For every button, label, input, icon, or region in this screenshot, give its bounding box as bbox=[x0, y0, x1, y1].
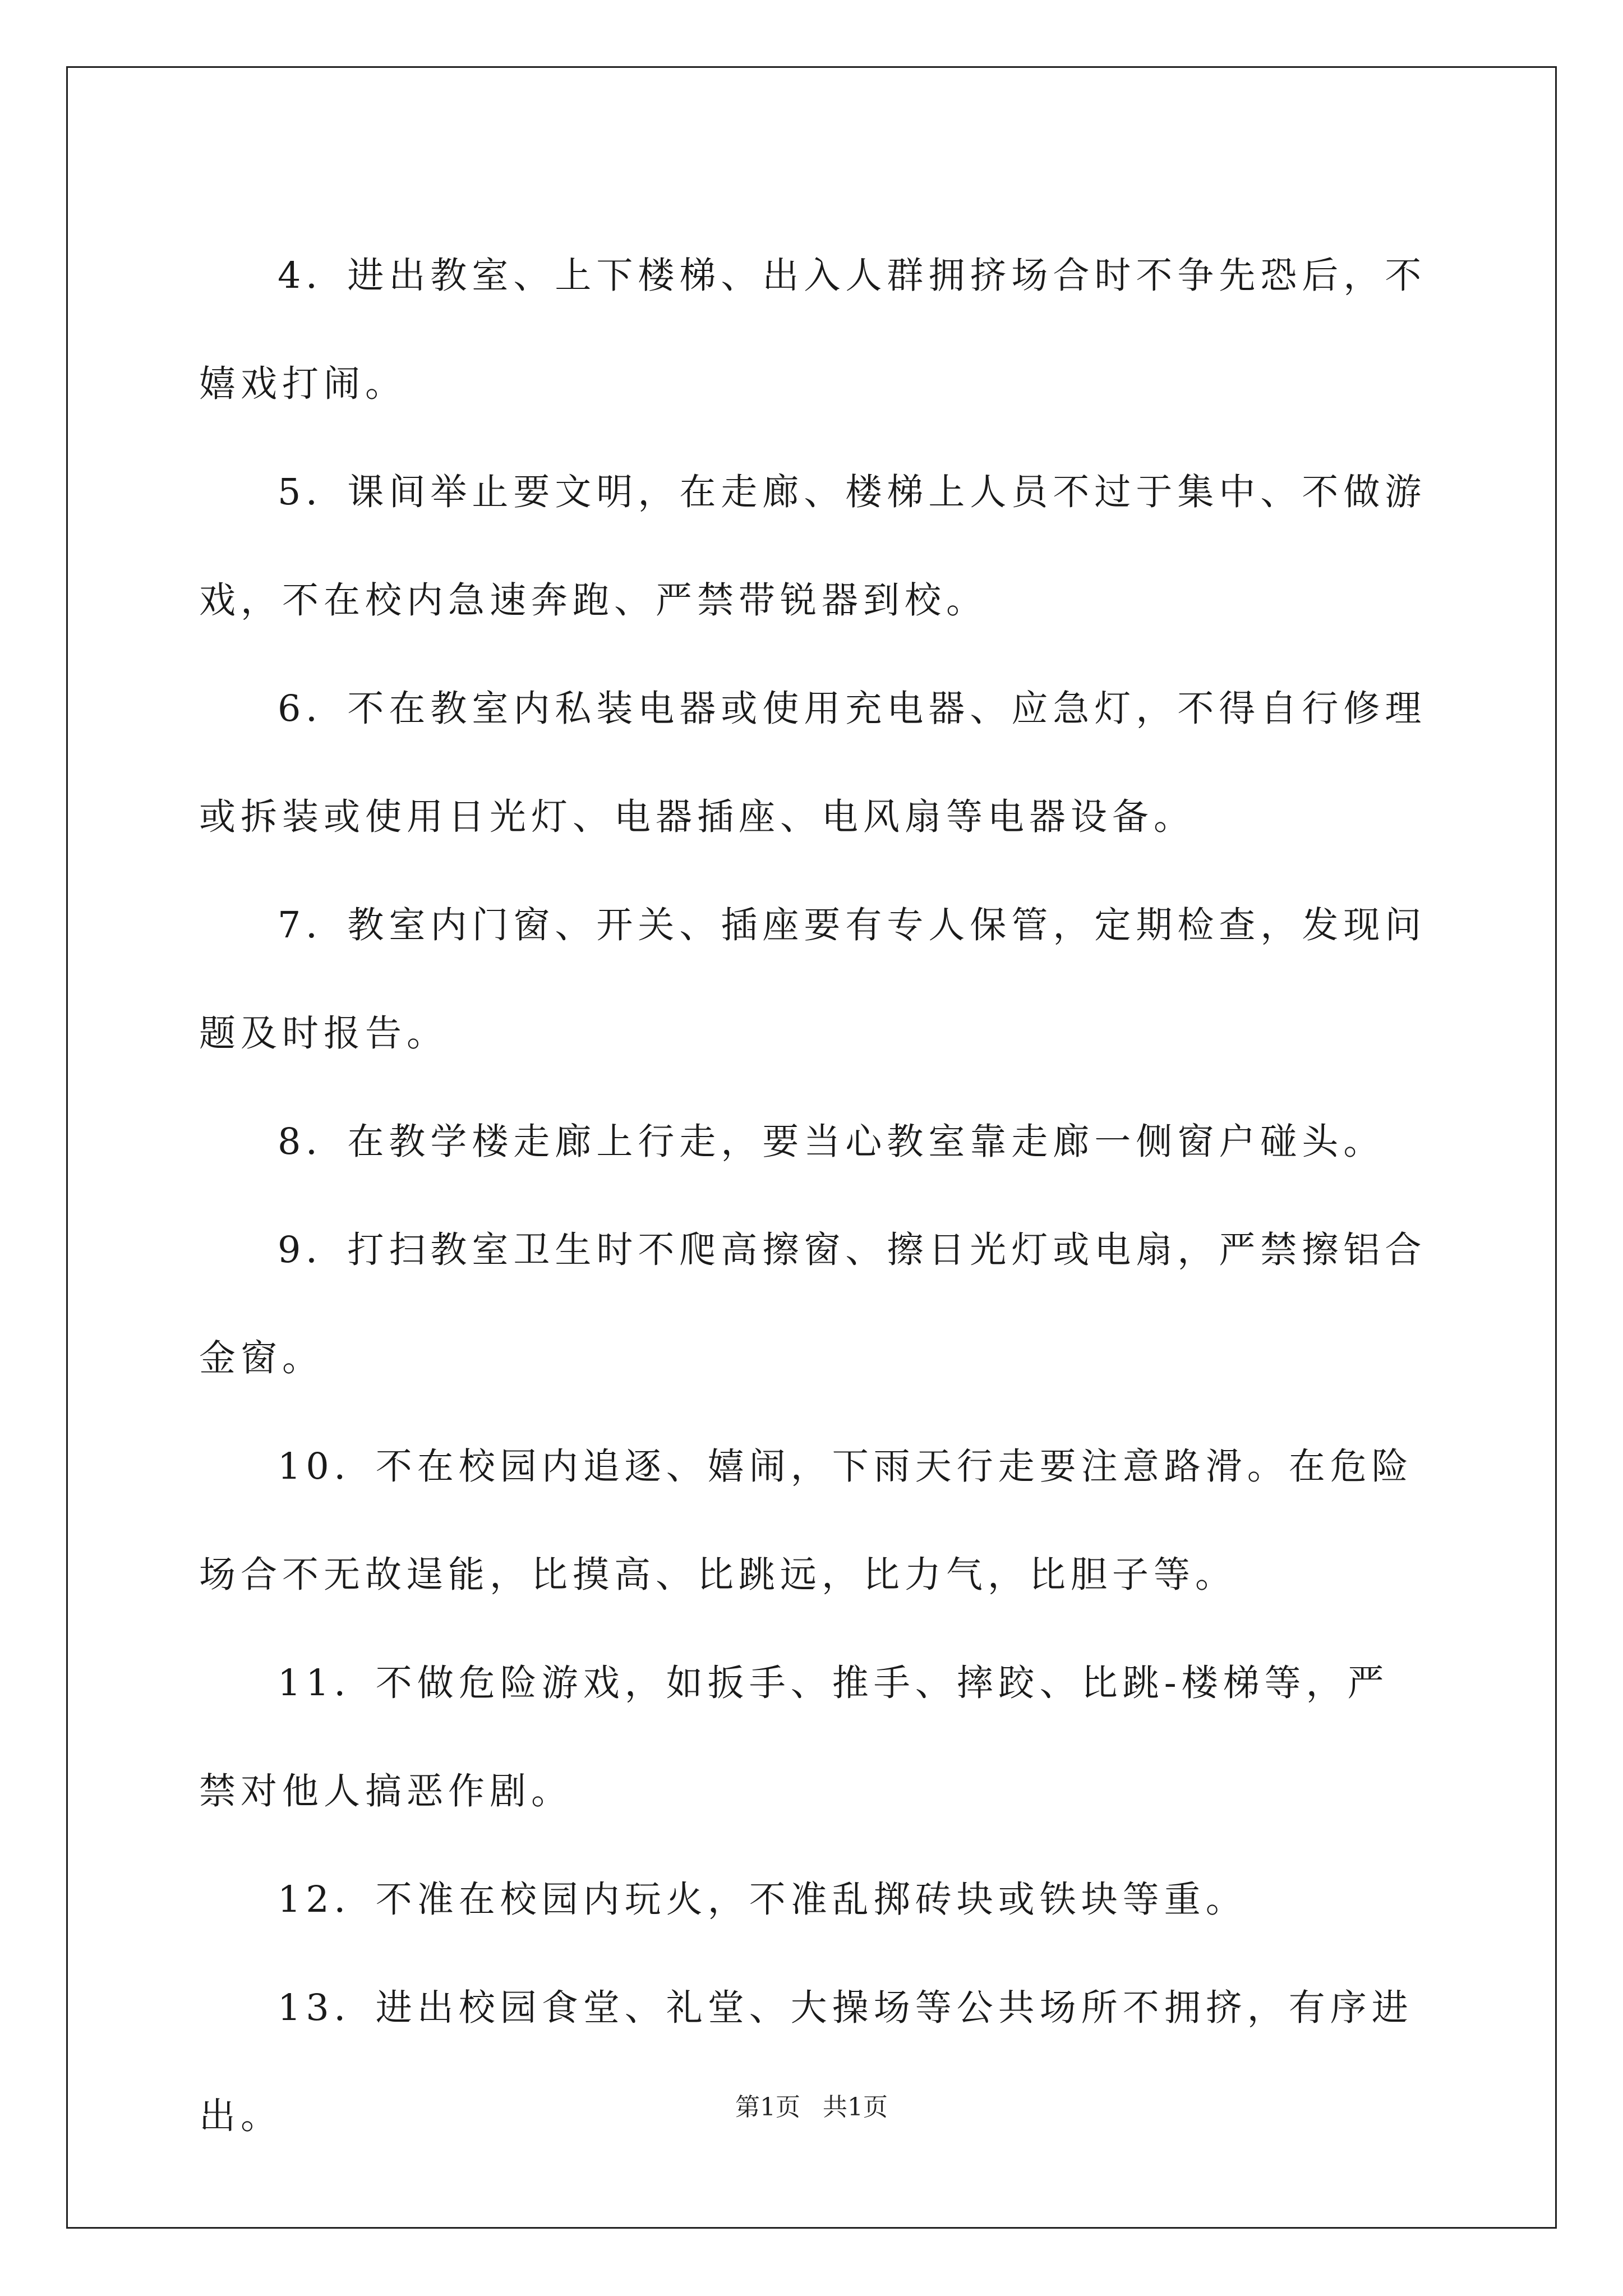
document-body bbox=[199, 222, 1427, 2170]
paragraph-6: 6．不在教室内私装电器或使用充电器、应急灯，不得自行修理或拆装或使用日光灯、电器插座、电风扇等电器设备。 bbox=[199, 688, 1427, 838]
paragraph-11: 11．不做危险游戏，如扳手、推手、摔跤、比跳-楼梯等，严禁对他人搞恶作剧。 bbox=[199, 1662, 1389, 1812]
paragraph-13: 13．进出校园食堂、礼堂、大操场等公共场所不拥挤，有序进出。 bbox=[199, 1987, 1413, 2137]
paragraph-12: 12．不准在校园内玩火，不准乱掷砖块或铁块等重。 bbox=[278, 1879, 1247, 1921]
paragraph-4: 4．进出教室、上下楼梯、出入人群拥挤场合时不争先恐后，不嬉戏打闹。 bbox=[199, 255, 1427, 405]
page-number-current: 第1页 bbox=[735, 2093, 800, 2122]
page-number-total: 共1页 bbox=[823, 2093, 888, 2122]
paragraph-8: 8．在教学楼走廊上行走，要当心教室靠走廊一侧窗户碰头。 bbox=[278, 1121, 1385, 1163]
paragraph-7: 7．教室内门窗、开关、插座要有专人保管，定期检查，发现问题及时报告。 bbox=[199, 904, 1427, 1055]
paragraph-5: 5．课间举止要文明，在走廊、楼梯上人员不过于集中、不做游戏，不在校内急速奔跑、严禁带锐器到校。 bbox=[199, 471, 1427, 622]
page-footer bbox=[0, 2087, 1623, 2123]
paragraph-9: 9．打扫教室卫生时不爬高擦窗、擦日光灯或电扇，严禁擦铝合金窗。 bbox=[199, 1229, 1427, 1379]
paragraph-10: 10．不在校园内追逐、嬉闹，下雨天行走要注意路滑。在危险场合不无故逞能，比摸高、比跳远，比力气，比胆子等。 bbox=[199, 1446, 1413, 1596]
